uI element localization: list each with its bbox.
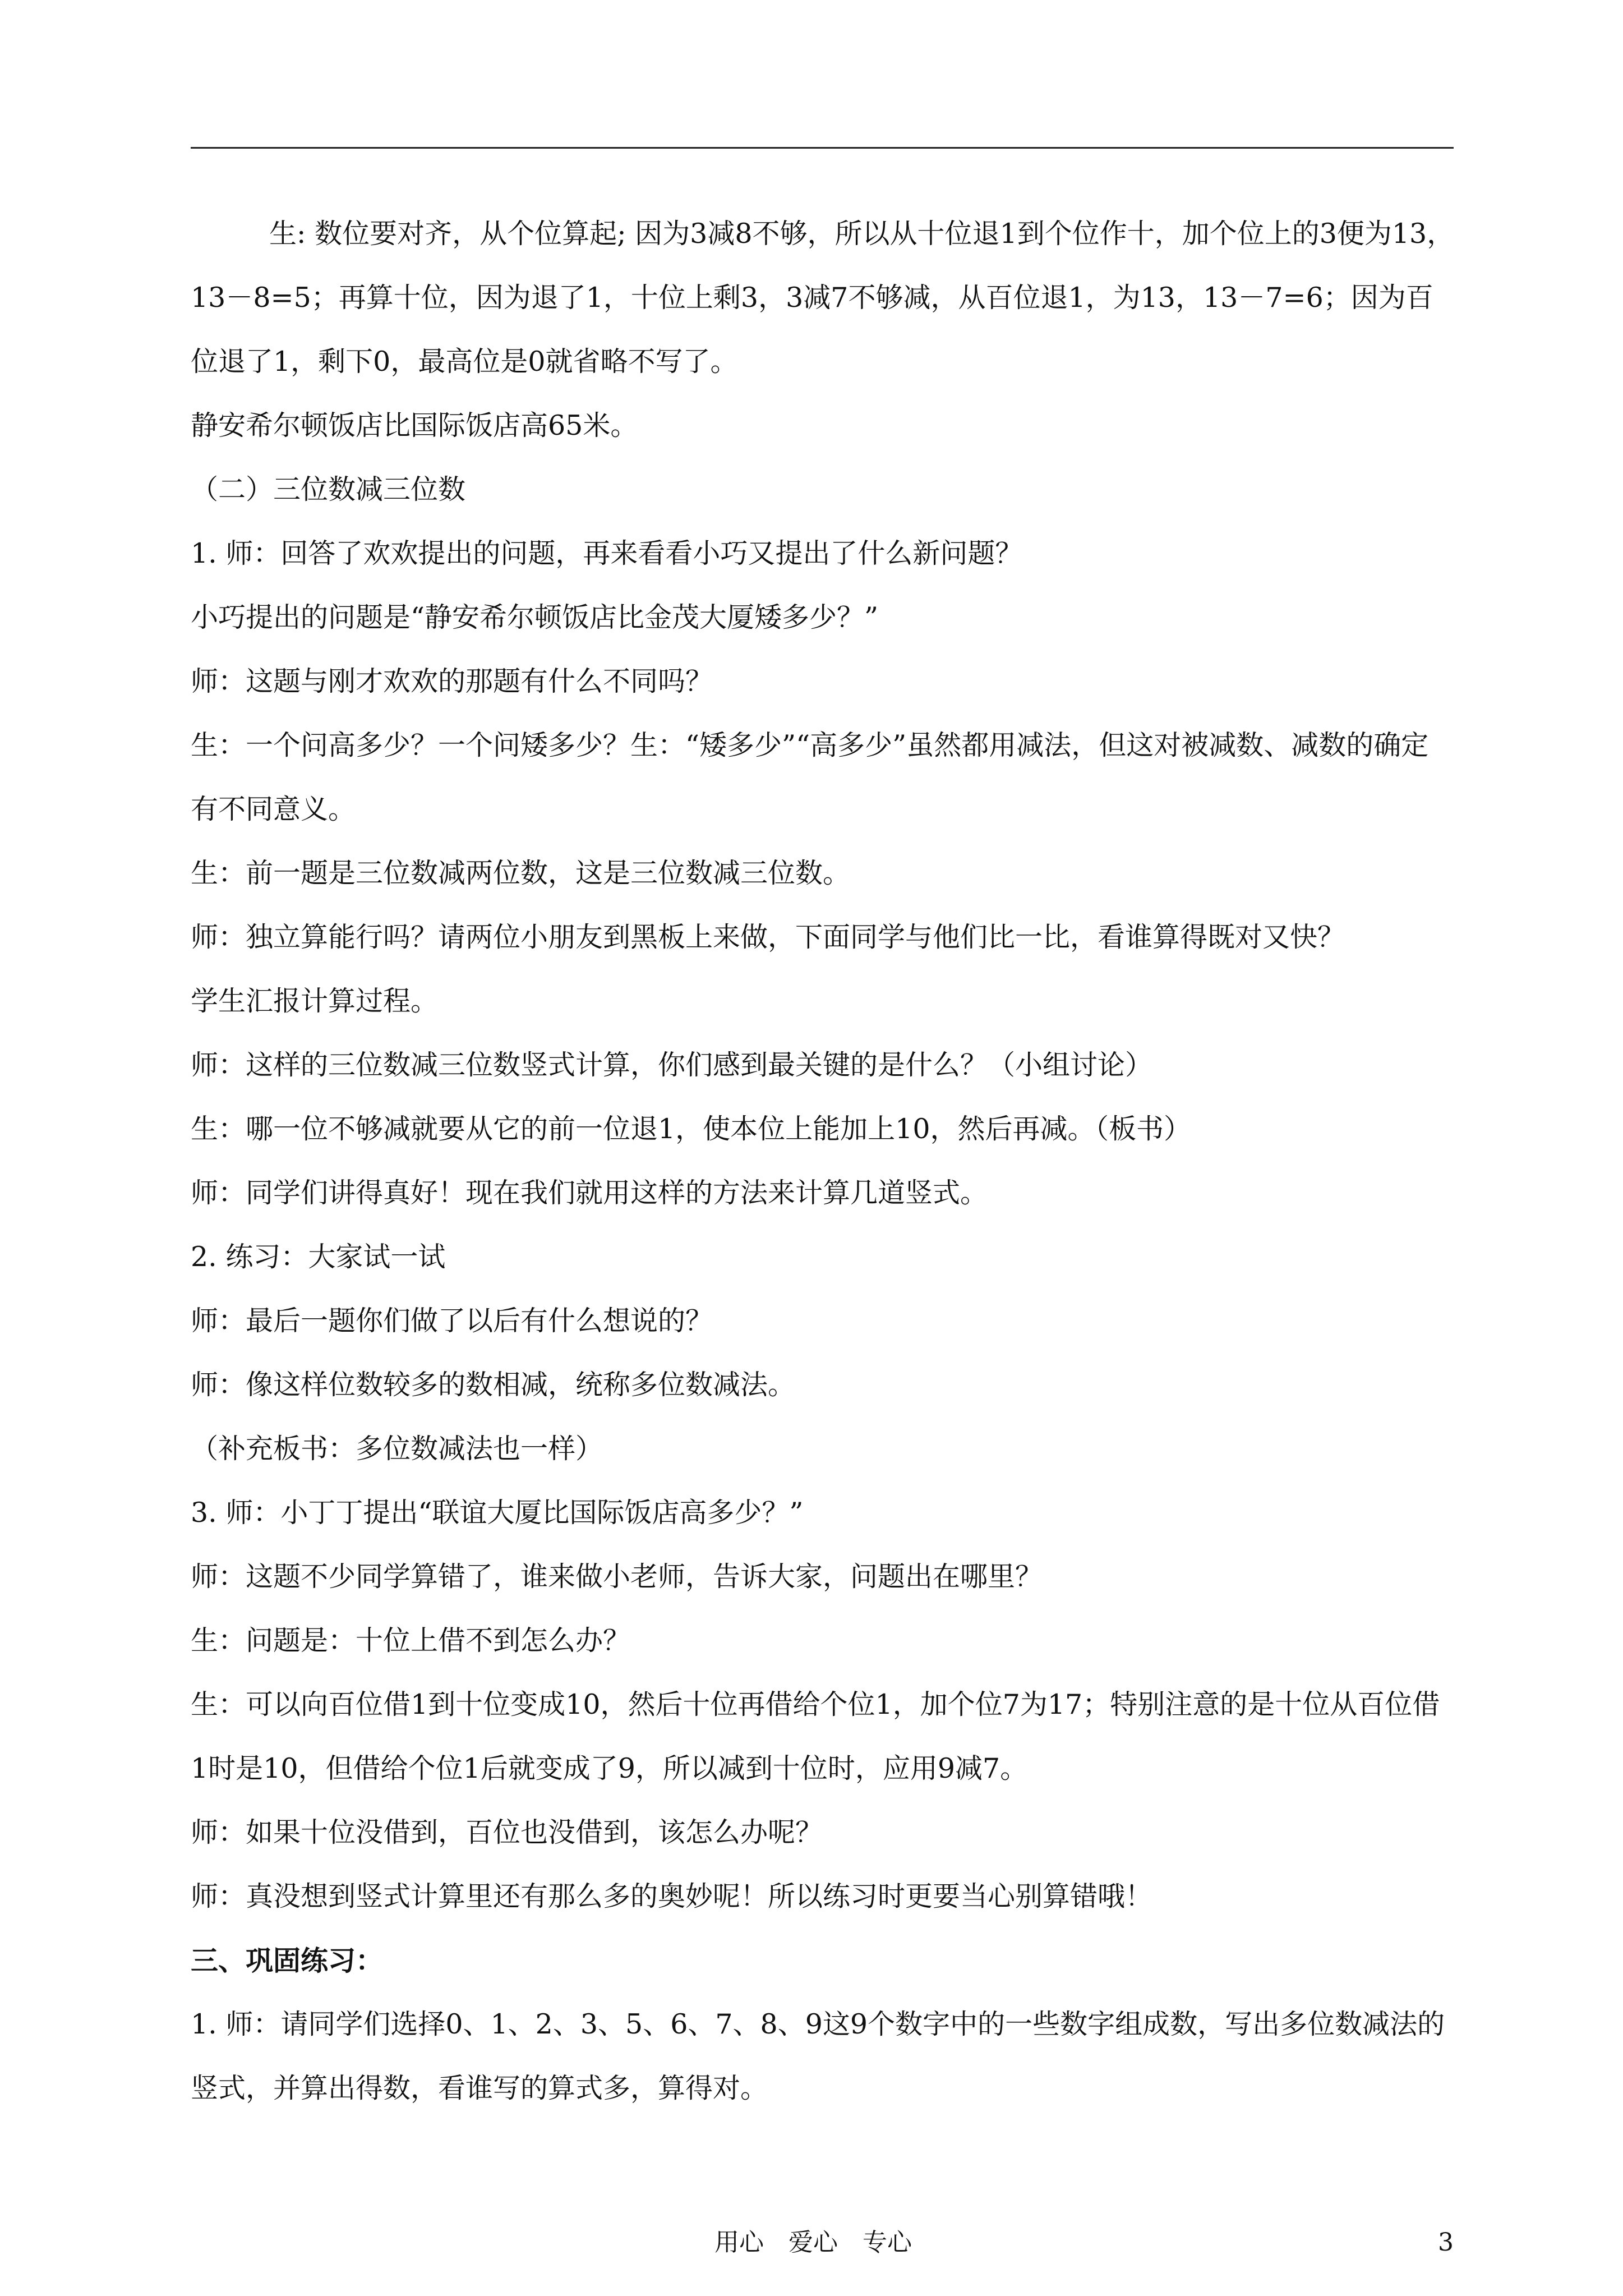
paragraph: （补充板书：多位数减法也一样） <box>191 1433 603 1465</box>
paragraph: 1. 师：请同学们选择0、1、2、3、5、6、7、8、9这9个数字中的一些数字组成数，写出多位数减法的竖式，并算出得数，看谁写的算式多，算得对。 <box>191 2008 1445 2104</box>
paragraph: 生：问题是：十位上借不到怎么办？ <box>191 1625 631 1657</box>
header-rule <box>191 147 1454 149</box>
paragraph: 学生汇报计算过程。 <box>191 985 439 1017</box>
paragraph: 静安希尔顿饭店比国际饭店高65米。 <box>191 409 638 441</box>
paragraph: 师：最后一题你们做了以后有什么想说的？ <box>191 1305 713 1337</box>
paragraph: 师：这题与刚才欢欢的那题有什么不同吗？ <box>191 665 713 697</box>
paragraph: 师：真没想到竖式计算里还有那么多的奥妙呢！所以练习时更要当心别算错哦！ <box>191 1880 1153 1912</box>
paragraph: 小巧提出的问题是“静安希尔顿饭店比金茂大厦矮多少？” <box>191 601 879 633</box>
paragraph: 师：同学们讲得真好！现在我们就用这样的方法来计算几道竖式。 <box>191 1177 988 1209</box>
section-heading: （二）三位数减三位数 <box>191 473 466 505</box>
footer-slogan: 用心 爱心 专心 <box>714 2228 912 2257</box>
paragraph: 师：像这样位数较多的数相减，统称多位数减法。 <box>191 1369 796 1401</box>
paragraph: 师：独立算能行吗？请两位小朋友到黑板上来做，下面同学与他们比一比，看谁算得既对又快？ <box>191 921 1345 953</box>
paragraph: 生: 数位要对齐，从个位算起; 因为3减8不够，所以从十位退1到个位作十，加个位上的3便为13，13－8=5；再算十位，因为退了1，十位上剩3，3减7不够减，从百位退1，为13，13－7=6；因为百位退了1，剩下0，最高位是0就省略不写了。 <box>191 218 1455 378</box>
paragraph: 生：哪一位不够减就要从它的前一位退1，使本位上能加上10，然后再减。（板书） <box>191 1113 1192 1145</box>
document-body <box>191 202 1455 2120</box>
paragraph: 生：一个问高多少？一个问矮多少？生：“矮多少”“高多少”虽然都用减法，但这对被减数、减数的确定有不同意义。 <box>191 729 1429 825</box>
paragraph: 2. 练习：大家试一试 <box>191 1241 446 1273</box>
page-number: 3 <box>1438 2228 1454 2257</box>
paragraph: 生：前一题是三位数减两位数，这是三位数减三位数。 <box>191 857 851 889</box>
section-heading: 三、巩固练习： <box>191 1944 384 1977</box>
paragraph: 3. 师：小丁丁提出“联谊大厦比国际饭店高多少？” <box>191 1497 804 1529</box>
paragraph: 师：这题不少同学算错了，谁来做小老师，告诉大家，问题出在哪里？ <box>191 1561 1043 1593</box>
paragraph: 生：可以向百位借1到十位变成10，然后十位再借给个位1，加个位7为17；特别注意的是十位从百位借1时是10，但借给个位1后就变成了9，所以减到十位时，应用9减7。 <box>191 1688 1440 1784</box>
paragraph: 1. 师：回答了欢欢提出的问题，再来看看小巧又提出了什么新问题？ <box>191 537 1023 569</box>
paragraph: 师：如果十位没借到，百位也没借到，该怎么办呢？ <box>191 1816 823 1848</box>
paragraph: 师：这样的三位数减三位数竖式计算，你们感到最关键的是什么？（小组讨论） <box>191 1049 1153 1081</box>
